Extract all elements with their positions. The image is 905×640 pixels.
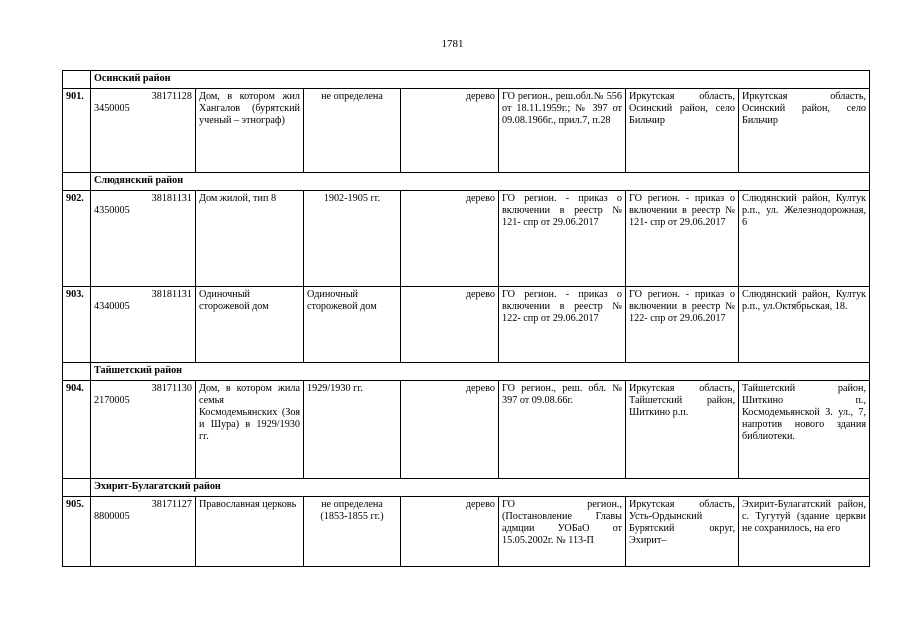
table-row	[63, 89, 870, 173]
object-address: Тайшетский район, Шиткино п., Космодемьянской З. ул., 7, напротив нового здания библиотеки.	[739, 381, 870, 479]
object-category: Иркутская область, Тайшетский район, Шиткино р.п.	[626, 381, 739, 479]
protection-document: ГО регион., реш. обл. № 397 от 09.08.66г.	[499, 381, 626, 479]
district-row	[63, 363, 870, 381]
object-name: Одиночный сторожевой дом	[196, 287, 304, 363]
row-number: 901.	[63, 89, 91, 173]
registry-code-part-b: 4340005	[94, 301, 130, 313]
row-number: 903.	[63, 287, 91, 363]
object-date: не определена (1853-1855 гг.)	[304, 497, 401, 567]
object-category: ГО регион. - приказ о включении в реестр № 121- спр от 29.06.2017	[626, 191, 739, 287]
row-number: 902.	[63, 191, 91, 287]
object-name: Православная церковь	[196, 497, 304, 567]
registry-code-part-a: 38171128	[151, 91, 192, 102]
registry-code-part-a: 38181131	[151, 289, 192, 300]
registry-code-part-a: 38181131	[151, 193, 192, 204]
object-address: Слюдянский район, Култук р.п., ул. Железнодорожная, 6	[739, 191, 870, 287]
object-material: дерево	[401, 497, 499, 567]
object-category: Иркутская область, Осинский район, село Бильчир	[626, 89, 739, 173]
object-address: Эхирит-Булагатский район, с. Тугутуй (здание церкви не сохранилось, на его	[739, 497, 870, 567]
object-material: дерево	[401, 287, 499, 363]
protection-document: ГО регион. - приказ о включении в реестр № 122- спр от 29.06.2017	[499, 287, 626, 363]
object-material: дерево	[401, 191, 499, 287]
district-row	[63, 71, 870, 89]
object-name: Дом, в котором жила семья Космодемьянских (Зоя и Шура) в 1929/1930 гг.	[196, 381, 304, 479]
object-address: Иркутская область, Осинский район, село Бильчир	[739, 89, 870, 173]
table-row	[63, 497, 870, 567]
object-address: Слюдянский район, Култук р.п., ул.Октябрьская, 18.	[739, 287, 870, 363]
registry-code	[91, 381, 196, 479]
district-row	[63, 479, 870, 497]
registry-code-part-a: 38171127	[151, 499, 192, 510]
district-row	[63, 173, 870, 191]
district-title: Осинский район	[91, 71, 870, 89]
table-row	[63, 191, 870, 287]
district-title: Тайшетский район	[91, 363, 870, 381]
object-category: Иркутская область, Усть-Ордынский Бурятский округ, Эхирит–	[626, 497, 739, 567]
registry-code	[91, 191, 196, 287]
protection-document: ГО регион. - приказ о включении в реестр № 121- спр от 29.06.2017	[499, 191, 626, 287]
table-row	[63, 287, 870, 363]
protection-document: ГО регион., (Постановление Главы адмции УОБаО от 15.05.2002г. № 113-П	[499, 497, 626, 567]
registry-code-part-a: 38171130	[151, 383, 192, 394]
district-title: Слюдянский район	[91, 173, 870, 191]
row-number: 904.	[63, 381, 91, 479]
object-date: не определена	[304, 89, 401, 173]
table-row	[63, 381, 870, 479]
object-name: Дом жилой, тип 8	[196, 191, 304, 287]
protection-document: ГО регион., реш.обл.№ 556 от 18.11.1959г.; № 397 от 09.08.1966г., прил.7, п.28	[499, 89, 626, 173]
page-number: 1781	[441, 38, 464, 50]
heritage-registry-table	[62, 70, 870, 567]
object-date: 1902-1905 гг.	[304, 191, 401, 287]
object-material: дерево	[401, 381, 499, 479]
registry-code	[91, 89, 196, 173]
object-material: дерево	[401, 89, 499, 173]
registry-code-part-b: 4350005	[94, 205, 130, 217]
registry-code-part-b: 8800005	[94, 511, 130, 523]
registry-code	[91, 287, 196, 363]
object-date: Одиночный сторожевой дом	[304, 287, 401, 363]
registry-code-part-b: 3450005	[94, 103, 130, 115]
district-title: Эхирит-Булагатский район	[91, 479, 870, 497]
row-number: 905.	[63, 497, 91, 567]
registry-code	[91, 497, 196, 567]
object-date: 1929/1930 гг.	[304, 381, 401, 479]
object-category: ГО регион. - приказ о включении в реестр № 122- спр от 29.06.2017	[626, 287, 739, 363]
registry-code-part-b: 2170005	[94, 395, 130, 407]
object-name: Дом, в котором жил Хангалов (бурятский ученый – этнограф)	[196, 89, 304, 173]
